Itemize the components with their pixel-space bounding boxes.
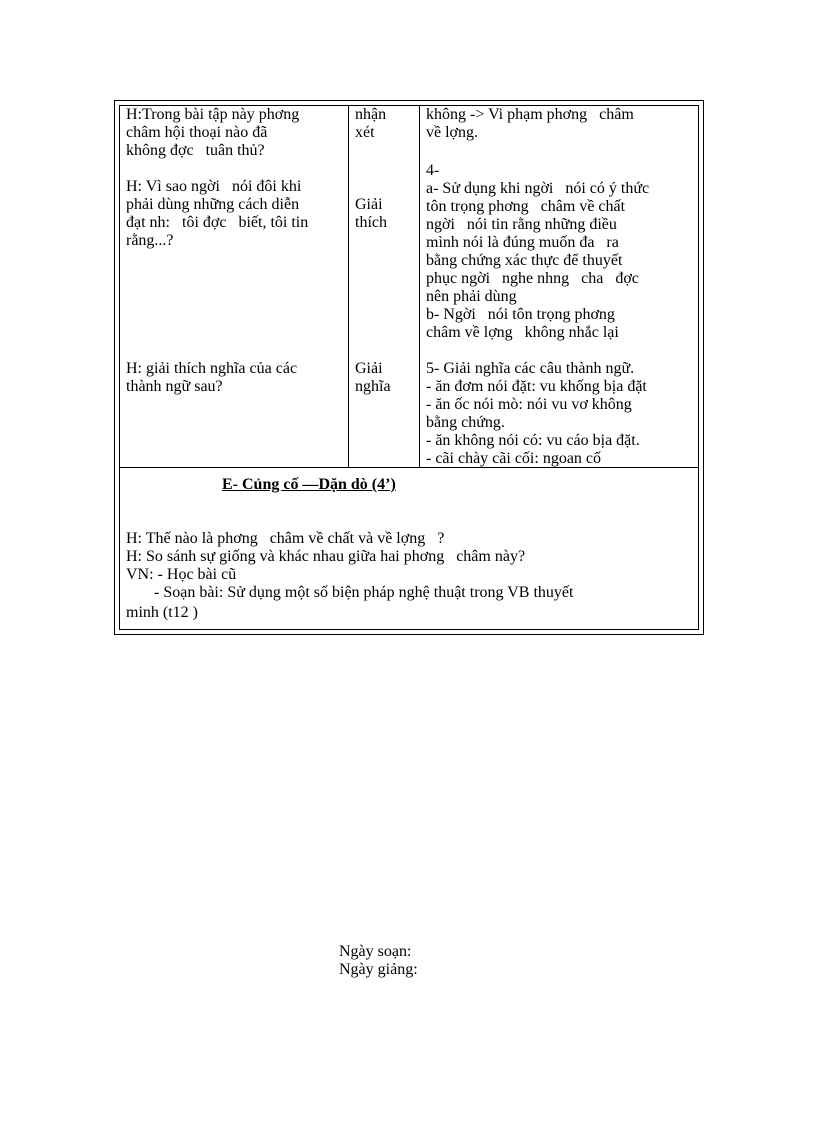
answer-block-3: 5- Giải nghĩa các câu thành ngữ. - ăn đơm nói đặt: vu khống bịa đặt - ăn ốc nói mò: nói vu vơ không bằng chứng. - ăn không nói có: vu cáo bịa đặt. - cãi chày cãi cối: ngoan cố <box>426 360 647 467</box>
answer-block-2: 4- a- Sử dụng khi ngời nói có ý thức tôn trọng phơng châm về chất ngời nói tin rằng những điều mình nói là đúng muốn đa ra bằng chứng xác thực để thuyết phục ngời nghe nhng cha đợc nên phải dùng b- Ngời nói tôn trọng phơng châm về lợng không nhắc lại <box>426 162 650 341</box>
lesson-table <box>119 105 699 630</box>
activity-block-2: Giải thích <box>355 196 387 231</box>
consolidation-section <box>120 468 698 629</box>
activity-block-3: Giải nghĩa <box>355 360 391 395</box>
section-heading: E- Củng cố —Dặn dò (4’) <box>222 476 396 493</box>
activity-block-1: nhận xét <box>355 106 387 141</box>
prep-date-label: Ngày soạn: <box>339 943 412 960</box>
column-divider-2 <box>419 106 420 467</box>
section-line: VN: - Học bài cũ <box>126 566 237 583</box>
answer-block-1: không -> Vi phạm phơng châm về lợng. <box>426 106 634 141</box>
column-divider-1 <box>348 106 349 467</box>
section-line: minh (t12 ) <box>126 604 198 621</box>
section-line: - Soạn bài: Sử dụng một số biện pháp nghệ thuật trong VB thuyết <box>126 584 574 601</box>
date-footer <box>339 943 418 979</box>
section-line: H: So sánh sự giống và khác nhau giữa hai phơng châm này? <box>126 548 526 565</box>
question-block-1: H:Trong bài tập này phơng châm hội thoại nào đã không đợc tuân thủ? <box>126 106 300 159</box>
activity-row <box>120 106 698 468</box>
teach-date-label: Ngày giảng: <box>339 961 418 978</box>
question-block-2: H: Vì sao ngời nói đôi khi phải dùng những cách diễn đạt nh: tôi đợc biết, tôi tin rằng...? <box>126 178 309 249</box>
lesson-table-frame <box>114 100 704 635</box>
section-line: H: Thế nào là phơng châm về chất và về lợng ? <box>126 530 445 547</box>
question-block-3: H: giải thích nghĩa của các thành ngữ sau? <box>126 360 298 395</box>
